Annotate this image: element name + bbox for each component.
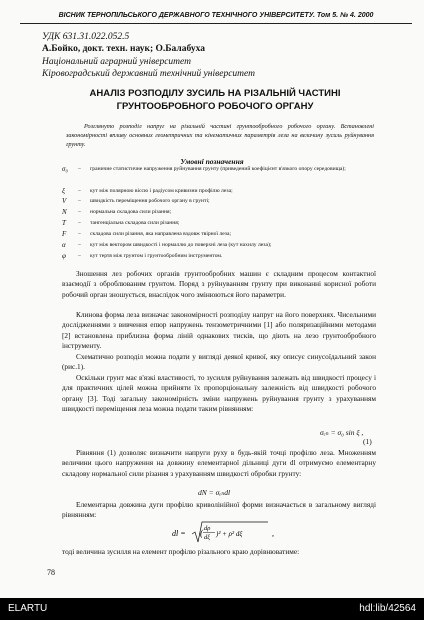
notation-definition: швидкість переміщення робочого органу в грунті; — [90, 198, 210, 204]
repository-name[interactable]: ELARTU — [8, 603, 48, 614]
abstract: Розглянуто розподіл напруг на різальній частині грунтообробного робочого органу. Встановлені закономірності впливу основних геометричних та кінематичних параметрів леза на величину зусиль руйнування грунту. — [66, 123, 374, 149]
article-title — [40, 87, 390, 113]
body-paragraph: Рівняння (1) дозволяє визначити напруги руху в будь-якій точці профілю леза. Множенням величини цього напруження на довжину елементарної дільниці дуги dl отримуємо елементарну складову нормальної сили різання з урахуванням швидкості обробки грунту: — [62, 448, 376, 478]
notation-dash: – — [78, 231, 81, 237]
notation-definition: граничне статистичне напруження руйнування грунту (приведений коефіцієнт в'язкого опору середовища); — [90, 166, 346, 172]
notation-dash: – — [78, 220, 81, 226]
notation-definition: нормальна складова сили різання; — [90, 209, 172, 215]
notation-symbol: ξ — [62, 187, 65, 195]
notation-symbol: V — [62, 197, 67, 205]
notation-dash: – — [78, 242, 81, 248]
notation-dash: – — [78, 166, 81, 172]
header-rule — [20, 23, 412, 24]
institution-1: Національний аграрний університет — [42, 57, 191, 67]
notation-symbol: φ — [62, 252, 66, 260]
body-paragraph: Оскільки грунт має в'язкі властивості, то зусилля руйнування залежать від швидкості процесу і для практичних цілей можна прийняти їх пропорціональну залежність від швидкості робочого органу [3]. Тоді загальну закономірність зміни напружень руйнування грунту з урахуванням швидкості переміщення леза можна подати таким рівнянням: — [62, 373, 376, 413]
notation-dash: – — [78, 188, 81, 194]
notation-definition: тангенціальна складова сили різання; — [90, 220, 180, 226]
notation-symbol: F — [62, 230, 67, 238]
page-number: 78 — [47, 568, 55, 577]
authors: А.Бойко, докт. техн. наук; О.Балабуха — [42, 44, 205, 54]
repository-footer — [0, 598, 424, 620]
notation-symbol: σ₀ — [62, 165, 68, 173]
notation-heading: Умовні позначення — [180, 157, 244, 166]
notation-dash: – — [78, 209, 81, 215]
formula-3-denominator: dξ — [204, 534, 211, 541]
formula-3-rest: )² + ρ² dξ — [216, 530, 243, 538]
formula-3-numerator: dρ — [204, 525, 211, 532]
formula-2: dN = σₑₙdl — [198, 488, 231, 497]
formula-3 — [172, 520, 282, 546]
notation-symbol: T — [62, 219, 66, 227]
notation-definition: складова сили різання, яка направлена вздовж твірної леза; — [90, 231, 232, 237]
formula-1: σₑₙ = σ₀ sin ξ , — [320, 428, 364, 437]
notation-definition: кут тертя між грунтом і грунтообробним інструментом. — [90, 253, 223, 259]
handle-link[interactable]: hdl:lib/42564 — [359, 603, 416, 614]
title-line-2: ГРУНТООБРОБНОГО РОБОЧОГО ОРГАНУ — [116, 101, 314, 112]
title-line-1: АНАЛІЗ РОЗПОДІЛУ ЗУСИЛЬ НА РІЗАЛЬНІЙ ЧАСТИНІ — [89, 88, 341, 99]
udk-code: УДК 631.31.022.052.5 — [42, 32, 130, 42]
institution-2: Кіровоградський державний технічний університет — [42, 69, 255, 79]
formula-3-lparen: ( — [200, 528, 203, 538]
body-paragraph: тоді величина зусилля на елемент профілю різального краю дорівнюватиме: — [62, 547, 300, 556]
formula-1-number: (1) — [363, 437, 372, 446]
body-paragraph: Клинова форма леза визначає закономірності розподілу напруг на його поверхнях. Чисельними дослідженнями з вивчення епюр напружень тензометричними [1] або поляризаційними методами [2] встановлена приблизна форма ліній однакових тисків, що діють на лезо грунтообробного інструменту. — [62, 310, 376, 350]
notation-definition: кут між полярною віссю і радіусом кривизни профілю леза; — [90, 188, 233, 194]
notation-symbol: α — [62, 241, 66, 249]
journal-header: ВІСНИК ТЕРНОПІЛЬСЬКОГО ДЕРЖАВНОГО ТЕХНІЧНОГО УНІВЕРСИТЕТУ. Том 5. № 4. 2000 — [58, 12, 374, 19]
body-paragraph: Елементарна довжина дуги профілю криволінійної форми визначається в загальному вигляді рівнянням: — [62, 500, 376, 520]
formula-3-comma: , — [272, 529, 274, 538]
notation-symbol: N — [62, 208, 67, 216]
formula-3-lhs: dl = — [172, 529, 186, 538]
notation-dash: – — [78, 253, 81, 259]
notation-definition: кут між вектором швидкості і нормаллю до поверхні леза (кут нахилу леза); — [90, 242, 272, 248]
notation-dash: – — [78, 198, 81, 204]
body-paragraph: Схематично розподіл можна подати у вигляді деякої кривої, яку описує синусоїдальний закон (рис.1). — [62, 352, 376, 372]
body-paragraph: Зношення лез робочих органів грунтообробних машин є складним процесом контактної взаємодії з оброблюваним грунтом. Поряд з руйнуванням грунту при виконанні корисної роботи робочий орган зношується, внаслідок чого змінюються його параметри. — [62, 269, 376, 299]
